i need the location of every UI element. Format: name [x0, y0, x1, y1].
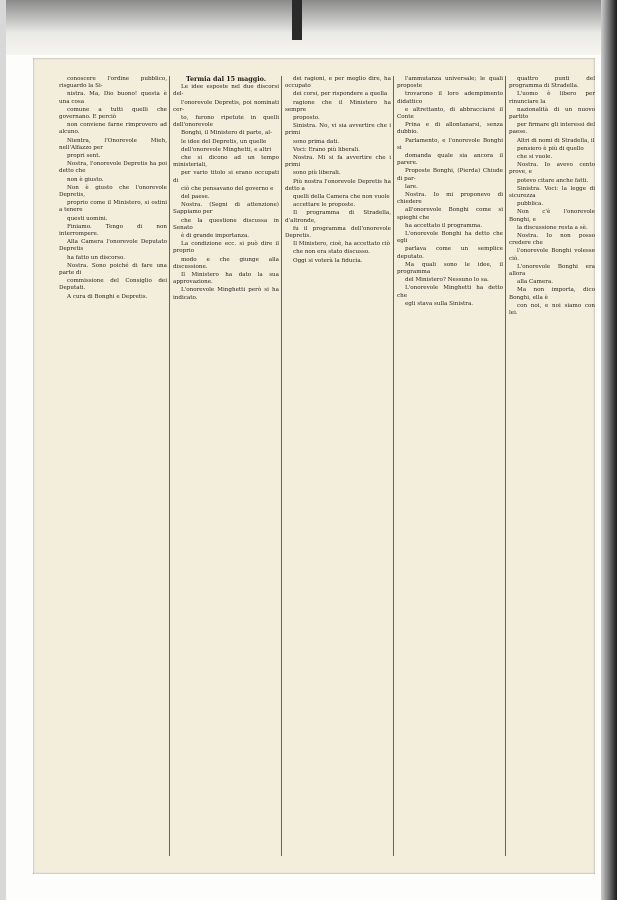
- paragraph: ragione che il Ministero ha sempre: [285, 99, 391, 113]
- paragraph: Non è giusto che l'onorevole Depretis,: [59, 184, 167, 199]
- paragraph: la discussione resta a sè.: [517, 224, 588, 231]
- column-5: [509, 76, 595, 861]
- paragraph: del paese.: [181, 194, 210, 201]
- paragraph: Bonghi, il Ministero di parte, al-: [181, 130, 272, 137]
- column-rule: [281, 76, 282, 856]
- paragraph: Non c'è l'onorevole Bonghi, e: [509, 209, 595, 223]
- column-3: [285, 76, 391, 861]
- paragraph: Prina e di allontanarsi, senza dubbio.: [397, 122, 503, 136]
- paragraph: egli stava sulla Sinistra.: [405, 300, 474, 307]
- paragraph: Nostra. Io mi proponevo di chiedere: [397, 192, 503, 206]
- paragraph: non conviene farne rimprovero ad alcuno.: [59, 122, 167, 136]
- scan-left-edge: [0, 0, 6, 900]
- paragraph: Nientra, l'Onorevole Mieh, nell'Alfazzo per: [59, 137, 167, 151]
- paragraph: è di grande importanza.: [181, 233, 250, 240]
- paragraph: parlava come un semplice deputato.: [397, 246, 503, 260]
- column-rule: [505, 76, 506, 856]
- paragraph: propri sent.: [67, 153, 101, 160]
- paragraph: e altrettanto, di abbracciarsi il Conte: [397, 106, 503, 121]
- paragraph: Le idee esposte nel due discorsi del-: [173, 84, 279, 98]
- paragraph: modo e che giunge alla discussione.: [173, 256, 279, 270]
- column-rule: [169, 76, 170, 856]
- paragraph: alla Camera.: [517, 279, 554, 286]
- paragraph: Parlamento, e l'onorevole Bonghi si: [397, 137, 503, 151]
- paragraph: con noi, e noi siamo con lei.: [509, 302, 595, 317]
- paragraph: ha accettato il programma.: [405, 222, 483, 229]
- paragraph: quelli della Camera che non vuole: [293, 194, 390, 201]
- paragraph: Ma quali sono le idee, il programma: [397, 261, 503, 276]
- paragraph: che non era stato discusso.: [293, 249, 370, 256]
- paragraph: Più nostra l'onorevole Depretis ha detto a: [285, 178, 391, 192]
- paragraph: sono più liberali.: [293, 170, 341, 177]
- paragraph: pubblica.: [517, 201, 544, 208]
- newspaper-page: [33, 58, 595, 874]
- paragraph: che la questione discussa in Senato: [173, 217, 279, 231]
- paragraph: L'onorevole Bonghi era allora: [509, 263, 595, 278]
- column-4: [397, 76, 503, 861]
- paragraph: L'uomo è libero per rinunciare la: [509, 91, 595, 105]
- paragraph: Il Ministero ha dato la sua approvazione.: [173, 272, 279, 286]
- paragraph: dei ragioni, e per meglio dire, ha occupato: [285, 76, 391, 90]
- column-rule: [393, 76, 394, 856]
- paragraph: Ma non importa, dico Bonghi, ella è: [509, 287, 595, 301]
- paragraph: nistra. Ma, Dio buono! questa è una cosa: [59, 91, 167, 105]
- paragraph: L'onorevole Minghetti però si ha indicato.: [173, 287, 279, 301]
- paragraph: Nostra. Sono poiché di fare una parte di: [59, 262, 167, 277]
- paragraph: comune a tutti quelli che governano. E perciò: [59, 106, 167, 121]
- paragraph: nazionalità di un nuovo partito: [509, 106, 595, 121]
- paragraph: ha fatto un discorso.: [67, 254, 126, 261]
- paragraph: to, furono ripetute in quelli dell'onorevole: [173, 115, 279, 129]
- column-2: [173, 76, 279, 861]
- paragraph: conoscere l'ordine pubblico, risguardo la Si-: [59, 76, 167, 90]
- paragraph: l'onorevole Bonghi volesse ciò.: [509, 248, 595, 262]
- section-heading: Termia dal 15 maggio.: [185, 76, 267, 83]
- paragraph: Sinistra. Voci: la legge di sicurezza: [509, 185, 595, 200]
- paragraph: lare.: [405, 183, 418, 190]
- paragraph: per vario titolo si erano occupati di: [173, 170, 279, 184]
- paragraph: Nostra. Mi si fa avvertire che i primi: [285, 155, 391, 169]
- paragraph: Nostra. Io avevo cento prove, e: [509, 162, 595, 176]
- paragraph: questi uomini.: [67, 215, 108, 222]
- paragraph: per firmare gli interessi del paese.: [509, 122, 595, 136]
- paragraph: Sinistra. No, vi sia avvertire che i primi: [285, 123, 391, 137]
- paragraph: Nostra. Io non posso credere che: [509, 233, 595, 247]
- paragraph: del Ministero? Nessuno lo sa.: [405, 277, 489, 284]
- paragraph: accettare le proposte.: [293, 202, 356, 209]
- paragraph: fu il programma dell'onorevole Depretis.: [285, 225, 391, 240]
- paragraph: dell'onorevole Minghetti, e altri: [181, 146, 272, 153]
- paragraph: potevo citare anche fatti.: [517, 177, 589, 184]
- paragraph: pensiero è più di quello: [517, 145, 584, 152]
- paragraph: domanda quale sia ancora il parere.: [397, 153, 503, 167]
- paragraph: l'ammutanza universale; le quali proposte: [397, 76, 503, 90]
- paragraph: Nostra. (Segni di attenzione) Sappiamo per: [173, 202, 279, 216]
- paragraph: che si vuole.: [517, 154, 553, 161]
- column-1: [59, 76, 167, 861]
- paragraph: Alla Camera l'onorevole Deputato Depretis: [59, 239, 167, 253]
- paragraph: L'onorevole Bonghi ha detto che egli: [397, 231, 503, 245]
- paragraph: l'onorevole Depretis, poi nominati cer-: [173, 99, 279, 113]
- paragraph: quattro punti del programma di Stradella.: [509, 76, 595, 90]
- paragraph: proprio come il Ministero, si ostini a tenere: [59, 200, 167, 214]
- paragraph: trovarono il loro adempimento didattico: [397, 91, 503, 105]
- paragraph: sono prima dati.: [293, 138, 340, 145]
- binding-mark: [292, 0, 302, 40]
- paragraph: Altri di nomi di Stradella, il: [517, 137, 595, 144]
- paragraph: Oggi si voterà la fiducia.: [293, 257, 363, 264]
- paragraph: commissione del Consiglio dei Deputati.: [59, 278, 167, 292]
- paragraph: A cura di Bonghi e Depretis.: [67, 293, 148, 300]
- paragraph: all'onorevole Bonghi come si spieghi che: [397, 207, 503, 221]
- paragraph: ciò che pensavano del governo e: [181, 185, 274, 192]
- paragraph: Il Ministero, cioè, ha accettato ciò: [293, 241, 391, 248]
- scan-top-margin: [0, 0, 617, 55]
- paragraph: che si dicono ad un tempo ministeriali,: [173, 155, 279, 169]
- paragraph: L'onorevole Minghetti ha detto che: [397, 285, 503, 299]
- paragraph: Voci: Erano più liberali.: [293, 146, 360, 153]
- paragraph: le idee del Depretis, un quelle: [181, 138, 267, 145]
- paragraph: Nostra, l'onorevole Depretis ha poi detto che: [59, 161, 167, 175]
- paragraph: non è giusto.: [67, 176, 104, 183]
- scan-right-edge: [601, 0, 617, 900]
- paragraph: La condizione ecc. si può dire il proprio: [173, 241, 279, 255]
- paragraph: Il programma di Stradella, d'altronde,: [285, 210, 391, 224]
- paragraph: dei corsi, per rispondere a quella: [293, 91, 388, 98]
- paragraph: Finiamo. Tengo di non interrompere.: [59, 223, 167, 238]
- paragraph: Proposte Bonghi, (Pierda) Chiude di par-: [397, 168, 503, 182]
- paragraph: proposto.: [293, 115, 320, 122]
